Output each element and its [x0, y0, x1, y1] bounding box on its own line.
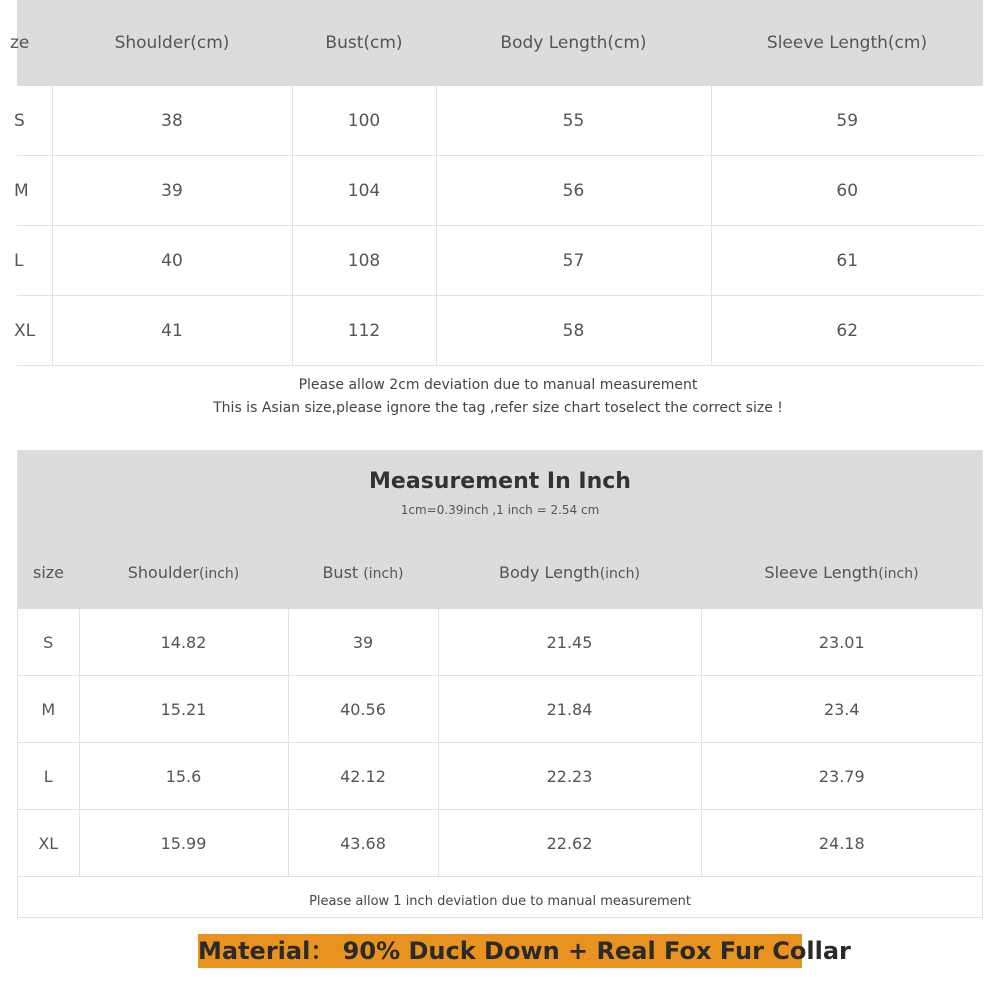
inch-cell-body-length: 21.84 [438, 676, 701, 743]
inch-cell-bust: 40.56 [288, 676, 438, 743]
inch-cell-shoulder: 14.82 [79, 609, 288, 676]
cm-cell-sleeve-length: 61 [711, 226, 983, 296]
inch-header-bust [288, 535, 438, 609]
cm-size-table [10, 0, 983, 366]
deviation-note: Please allow 2cm deviation due to manual measurement [298, 377, 698, 393]
inch-header-bust-unit: (inch) [363, 565, 404, 582]
cm-cell-shoulder: 40 [52, 226, 292, 296]
inch-size-section [17, 450, 983, 918]
inch-cell-bust: 42.12 [288, 743, 438, 810]
inch-section-title: Measurement In Inch [369, 469, 631, 494]
cm-cell-shoulder: 41 [52, 296, 292, 366]
inch-header-shoulder-unit: (inch) [198, 565, 240, 582]
cm-cell-body-length: 57 [436, 226, 711, 296]
inch-header-shoulder [79, 535, 288, 609]
inch-deviation-note: Please allow 1 inch deviation due to manual measurement [309, 894, 691, 909]
inch-header-size [18, 535, 79, 609]
cm-header-bust: Bust(cm) [292, 0, 436, 86]
inch-cell-shoulder: 15.99 [79, 810, 288, 877]
table-row [18, 810, 982, 877]
cm-header-row [17, 0, 983, 86]
inch-cell-sleeve-length: 23.01 [701, 609, 982, 676]
inch-section-subtitle: 1cm=0.39inch ,1 inch = 2.54 cm [400, 503, 600, 517]
cm-cell-shoulder: 38 [52, 86, 292, 156]
cm-cell-sleeve-length: 59 [711, 86, 983, 156]
inch-cell-body-length: 22.23 [438, 743, 701, 810]
inch-header-size-label: size [32, 562, 65, 582]
inch-cell-bust: 43.68 [288, 810, 438, 877]
inch-cell-body-length: 22.62 [438, 810, 701, 877]
inch-header-bust-label: Bust [322, 562, 364, 582]
cm-cell-size: S [17, 86, 52, 156]
inch-cell-sleeve-length: 24.18 [701, 810, 982, 877]
inch-header-shoulder-label: Shoulder [127, 562, 199, 582]
cm-cell-bust: 104 [292, 156, 436, 226]
inch-header-body-length-unit: (inch) [599, 565, 640, 582]
inch-cell-shoulder: 15.21 [79, 676, 288, 743]
inch-cell-shoulder: 15.6 [79, 743, 288, 810]
cm-cell-body-length: 58 [436, 296, 711, 366]
table-row [17, 86, 983, 156]
cm-header-body-length: Body Length(cm) [436, 0, 711, 86]
inch-cell-bust: 39 [288, 609, 438, 676]
cm-cell-size: M [17, 156, 52, 226]
cm-cell-bust: 112 [292, 296, 436, 366]
cm-notes [0, 374, 996, 420]
table-row [17, 156, 983, 226]
inch-cell-sleeve-length: 23.4 [701, 676, 982, 743]
cm-cell-sleeve-length: 60 [711, 156, 983, 226]
inch-cell-size: XL [18, 810, 79, 877]
inch-header-body-length-label: Body Length [499, 562, 600, 582]
cm-cell-bust: 108 [292, 226, 436, 296]
inch-header-sleeve-length-label: Sleeve Length [764, 562, 879, 582]
inch-cell-size: S [18, 609, 79, 676]
inch-header-sleeve-length [701, 535, 982, 609]
cm-cell-bust: 100 [292, 86, 436, 156]
cm-header-shoulder: Shoulder(cm) [52, 0, 292, 86]
cm-cell-sleeve-length: 62 [711, 296, 983, 366]
table-row [18, 609, 982, 676]
table-row [17, 226, 983, 296]
table-row [17, 296, 983, 366]
cm-cell-body-length: 56 [436, 156, 711, 226]
cm-cell-size: L [17, 226, 52, 296]
cm-header-size: ze [17, 0, 52, 86]
cm-cell-body-length: 55 [436, 86, 711, 156]
table-row [18, 676, 982, 743]
inch-size-table [18, 535, 982, 877]
inch-header-row [18, 535, 982, 609]
table-row [18, 743, 982, 810]
inch-header-sleeve-length-unit: (inch) [878, 565, 919, 582]
material-banner: Material： 90% Duck Down + Real Fox Fur Collar [198, 934, 802, 968]
cm-header-sleeve-length: Sleeve Length(cm) [711, 0, 983, 86]
inch-cell-sleeve-length: 23.79 [701, 743, 982, 810]
cm-cell-size: XL [17, 296, 52, 366]
cm-cell-shoulder: 39 [52, 156, 292, 226]
inch-header-body-length [438, 535, 701, 609]
inch-cell-body-length: 21.45 [438, 609, 701, 676]
inch-cell-size: L [18, 743, 79, 810]
asian-size-note: This is Asian size,please ignore the tag ,refer size chart toselect the correct size ! [213, 400, 783, 416]
inch-cell-size: M [18, 676, 79, 743]
